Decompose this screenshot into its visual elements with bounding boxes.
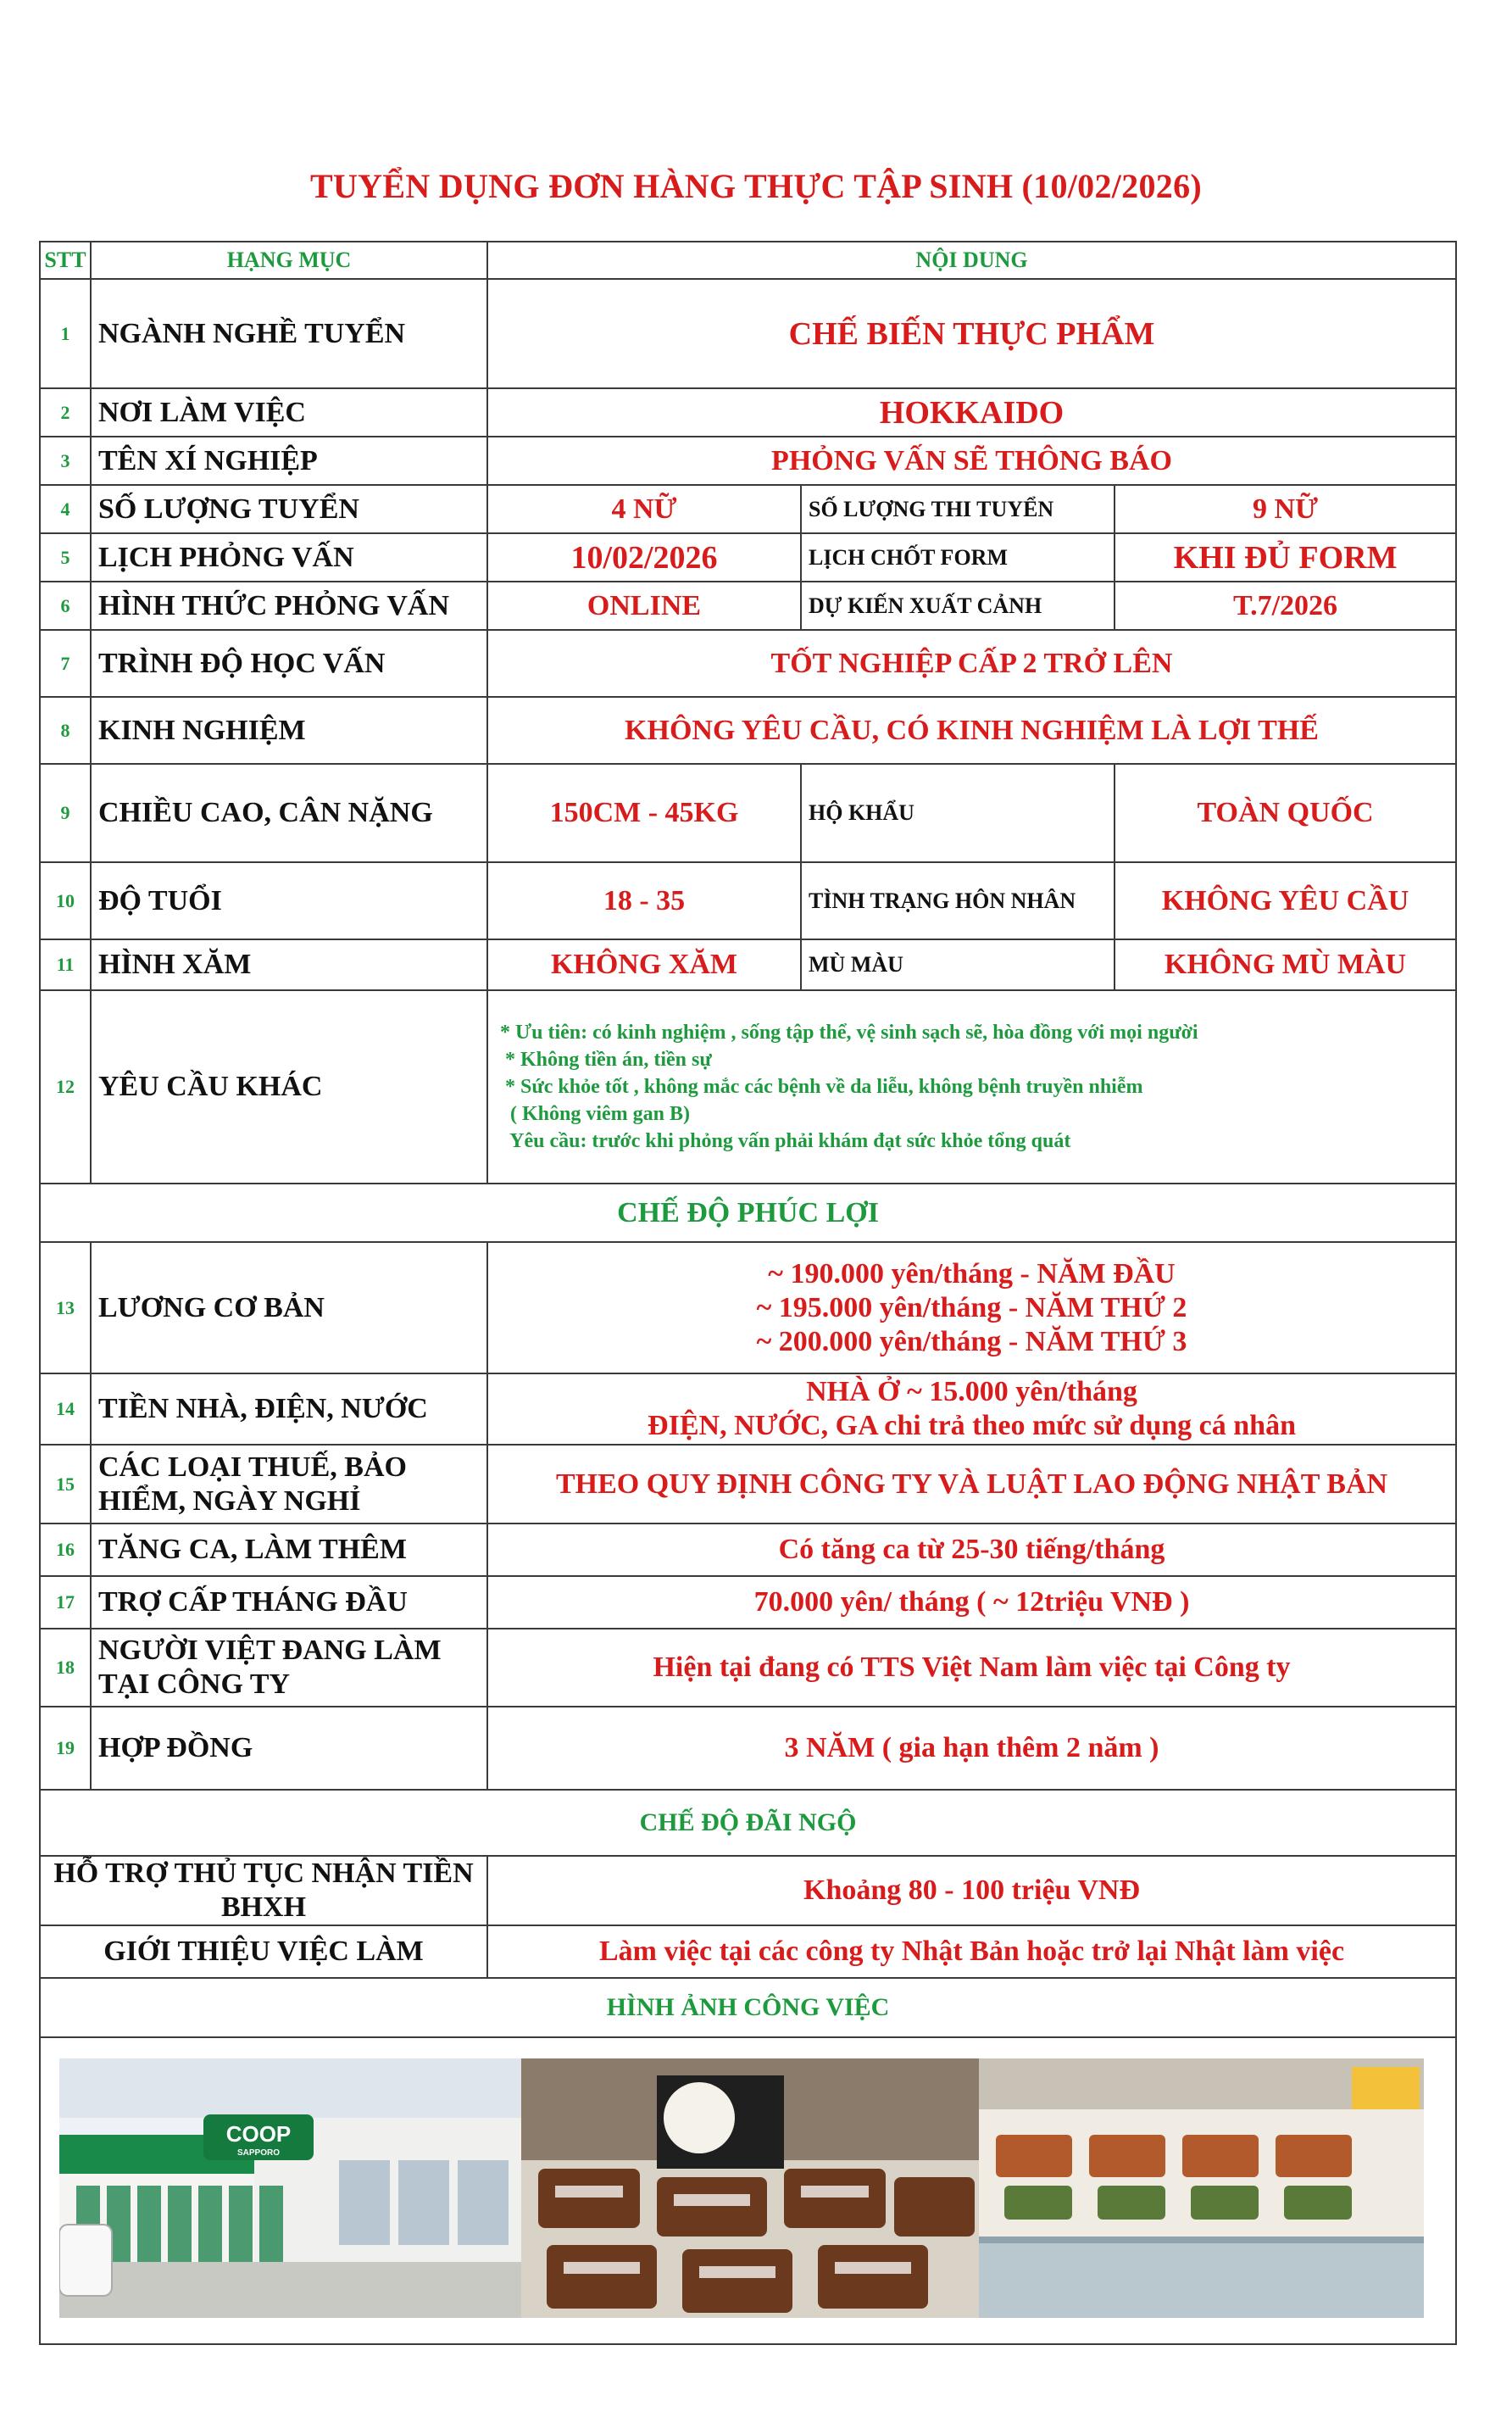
table-row: [40, 1707, 1456, 1790]
row-sub-label: DỰ KIẾN XUẤT CẢNH: [801, 582, 1115, 630]
requirement-line: Yêu cầu: trước khi phỏng vấn phải khám đạt sức khỏe tổng quát: [500, 1130, 1071, 1152]
row-number: 9: [40, 764, 91, 862]
row-sub-label: TÌNH TRẠNG HÔN NHÂN: [801, 862, 1115, 939]
row-number: 6: [40, 582, 91, 630]
header-category: HẠNG MỤC: [91, 242, 487, 279]
label-line: BHXH: [220, 1891, 307, 1923]
table-header-row: [40, 242, 1456, 279]
row-value: Khoảng 80 - 100 triệu VNĐ: [487, 1856, 1456, 1925]
row-number: 2: [40, 388, 91, 437]
store-sign-subtext: SAPPORO: [236, 2148, 281, 2158]
label-line: HIỂM, NGÀY NGHỈ: [98, 1485, 361, 1517]
row-value: Hiện tại đang có TTS Việt Nam làm việc tại Công ty: [487, 1629, 1456, 1707]
table-row: [40, 1445, 1456, 1524]
row-value: 18 - 35: [487, 862, 801, 939]
page-title: TUYỂN DỤNG ĐƠN HÀNG THỰC TẬP SINH (10/02/2026): [309, 167, 1203, 205]
row-label: TRỢ CẤP THÁNG ĐẦU: [91, 1576, 487, 1629]
row-value: Làm việc tại các công ty Nhật Bản hoặc trở lại Nhật làm việc: [487, 1925, 1456, 1978]
store-photo-svg: [59, 2058, 521, 2318]
section-welfare: CHẾ ĐỘ PHÚC LỢI: [40, 1184, 1456, 1242]
section-row: [40, 1790, 1456, 1856]
housing-line: ĐIỆN, NƯỚC, GA chi trả theo mức sử dụng cá nhân: [648, 1410, 1296, 1441]
row-value: KHÔNG XĂM: [487, 939, 801, 990]
housing-utilities: [487, 1373, 1456, 1445]
work-photos: [59, 2058, 1424, 2318]
row-value: KHÔNG YÊU CẦU, CÓ KINH NGHIỆM LÀ LỢI THẾ: [487, 697, 1456, 764]
table-row: [40, 582, 1456, 630]
row-label: CHIỀU CAO, CÂN NẶNG: [91, 764, 487, 862]
row-label: TÊN XÍ NGHIỆP: [91, 437, 487, 485]
salary-line: ~ 195.000 yên/tháng - NĂM THỨ 2: [756, 1291, 1187, 1323]
header-content: NỘI DUNG: [487, 242, 1456, 279]
row-value: PHỎNG VẤN SẼ THÔNG BÁO: [487, 437, 1456, 485]
photos-cell: [40, 2037, 1456, 2344]
row-value: ONLINE: [487, 582, 801, 630]
section-benefits: CHẾ ĐỘ ĐÃI NGỘ: [40, 1790, 1456, 1856]
row-number: 17: [40, 1576, 91, 1629]
row-number: 12: [40, 990, 91, 1184]
requirement-line: * Sức khỏe tốt , không mắc các bệnh về da liễu, không bệnh truyền nhiễm: [500, 1076, 1143, 1098]
table-row: [40, 1524, 1456, 1576]
table-row: [40, 939, 1456, 990]
header-stt: STT: [40, 242, 91, 279]
row-label: NGÀNH NGHỀ TUYỂN: [91, 279, 487, 388]
table-row: [40, 1856, 1456, 1925]
row-label: GIỚI THIỆU VIỆC LÀM: [40, 1925, 487, 1978]
row-label: SỐ LƯỢNG TUYỂN: [91, 485, 487, 533]
row-label: KINH NGHIỆM: [91, 697, 487, 764]
row-number: 11: [40, 939, 91, 990]
row-value: Có tăng ca từ 25-30 tiếng/tháng: [487, 1524, 1456, 1576]
row-label: [91, 1445, 487, 1524]
row-value: THEO QUY ĐỊNH CÔNG TY VÀ LUẬT LAO ĐỘNG NHẬT BẢN: [487, 1445, 1456, 1524]
deli-counter-photo: [979, 2058, 1424, 2318]
car-shape: [59, 2225, 112, 2296]
row-number: 4: [40, 485, 91, 533]
row-sub-value: KHÔNG YÊU CẦU: [1115, 862, 1456, 939]
row-value: TỐT NGHIỆP CẤP 2 TRỞ LÊN: [487, 630, 1456, 697]
section-row: [40, 1978, 1456, 2037]
row-sub-value: KHÔNG MÙ MÀU: [1115, 939, 1456, 990]
row-sub-label: HỘ KHẨU: [801, 764, 1115, 862]
row-number: 14: [40, 1373, 91, 1445]
row-value: 4 NỮ: [487, 485, 801, 533]
table-row: [40, 697, 1456, 764]
row-value: 3 NĂM ( gia hạn thêm 2 năm ): [487, 1707, 1456, 1790]
row-label: LỊCH PHỎNG VẤN: [91, 533, 487, 582]
food-display-photo: [521, 2058, 979, 2318]
row-number: 3: [40, 437, 91, 485]
row-label: [91, 1629, 487, 1707]
row-number: 15: [40, 1445, 91, 1524]
table-row: [40, 1629, 1456, 1707]
row-sub-value: 9 NỮ: [1115, 485, 1456, 533]
row-label: NƠI LÀM VIỆC: [91, 388, 487, 437]
row-value: HOKKAIDO: [487, 388, 1456, 437]
section-photos: HÌNH ẢNH CÔNG VIỆC: [40, 1978, 1456, 2037]
row-label: ĐỘ TUỔI: [91, 862, 487, 939]
salary-line: ~ 190.000 yên/tháng - NĂM ĐẦU: [768, 1257, 1176, 1290]
row-label: HÌNH THỨC PHỎNG VẤN: [91, 582, 487, 630]
table-row: [40, 1925, 1456, 1978]
row-sub-label: MÙ MÀU: [801, 939, 1115, 990]
row-value: 150CM - 45KG: [487, 764, 801, 862]
housing-line: NHÀ Ở ~ 15.000 yên/tháng: [806, 1376, 1137, 1407]
table-row: [40, 437, 1456, 485]
requirement-line: ( Không viêm gan B): [500, 1103, 691, 1125]
row-sub-label: SỐ LƯỢNG THI TUYỂN: [801, 485, 1115, 533]
table-row: [40, 630, 1456, 697]
table-row: [40, 1576, 1456, 1629]
row-value: CHẾ BIẾN THỰC PHẨM: [487, 279, 1456, 388]
row-number: 7: [40, 630, 91, 697]
label-line: NGƯỜI VIỆT ĐANG LÀM: [98, 1635, 442, 1666]
row-label: [40, 1856, 487, 1925]
row-sub-value: T.7/2026: [1115, 582, 1456, 630]
label-line: CÁC LOẠI THUẾ, BẢO: [98, 1451, 407, 1483]
table-row: [40, 1242, 1456, 1373]
row-number: 13: [40, 1242, 91, 1373]
row-value: 70.000 yên/ tháng ( ~ 12triệu VNĐ ): [487, 1576, 1456, 1629]
row-number: 16: [40, 1524, 91, 1576]
requirement-line: * Không tiền án, tiền sự: [500, 1049, 712, 1071]
row-sub-value: KHI ĐỦ FORM: [1115, 533, 1456, 582]
row-number: 19: [40, 1707, 91, 1790]
table-row: [40, 533, 1456, 582]
row-label: TĂNG CA, LÀM THÊM: [91, 1524, 487, 1576]
table-row: [40, 862, 1456, 939]
row-label: LƯƠNG CƠ BẢN: [91, 1242, 487, 1373]
table-row: [40, 388, 1456, 437]
row-label: TRÌNH ĐỘ HỌC VẤN: [91, 630, 487, 697]
row-label: YÊU CẦU KHÁC: [91, 990, 487, 1184]
salary-line: ~ 200.000 yên/tháng - NĂM THỨ 3: [756, 1325, 1187, 1357]
other-requirements: [487, 990, 1456, 1184]
row-number: 8: [40, 697, 91, 764]
section-row: [40, 1184, 1456, 1242]
table-row: [40, 279, 1456, 388]
row-number: 1: [40, 279, 91, 388]
row-label: HÌNH XĂM: [91, 939, 487, 990]
table-row: [40, 764, 1456, 862]
row-label: TIỀN NHÀ, ĐIỆN, NƯỚC: [91, 1373, 487, 1445]
requirement-line: * Ưu tiên: có kinh nghiệm , sống tập thể, vệ sinh sạch sẽ, hòa đồng với mọi người: [500, 1022, 1198, 1044]
table-row: [40, 990, 1456, 1184]
label-line: TẠI CÔNG TY: [98, 1668, 291, 1700]
deli-counter-svg: [979, 2058, 1424, 2318]
row-sub-label: LỊCH CHỐT FORM: [801, 533, 1115, 582]
row-value: 10/02/2026: [487, 533, 801, 582]
food-display-svg: [521, 2058, 979, 2318]
row-number: 10: [40, 862, 91, 939]
row-sub-value: TOÀN QUỐC: [1115, 764, 1456, 862]
row-number: 5: [40, 533, 91, 582]
row-number: 18: [40, 1629, 91, 1707]
table-row: [40, 485, 1456, 533]
basic-salary: [487, 1242, 1456, 1373]
row-label: HỢP ĐỒNG: [91, 1707, 487, 1790]
photos-row: [40, 2037, 1456, 2344]
store-photo: [59, 2058, 521, 2318]
label-line: HỖ TRỢ THỦ TỤC NHẬN TIỀN: [53, 1858, 474, 1889]
job-order-table: [39, 241, 1457, 2345]
table-row: [40, 1373, 1456, 1445]
store-sign-text: COOP: [225, 2121, 292, 2147]
